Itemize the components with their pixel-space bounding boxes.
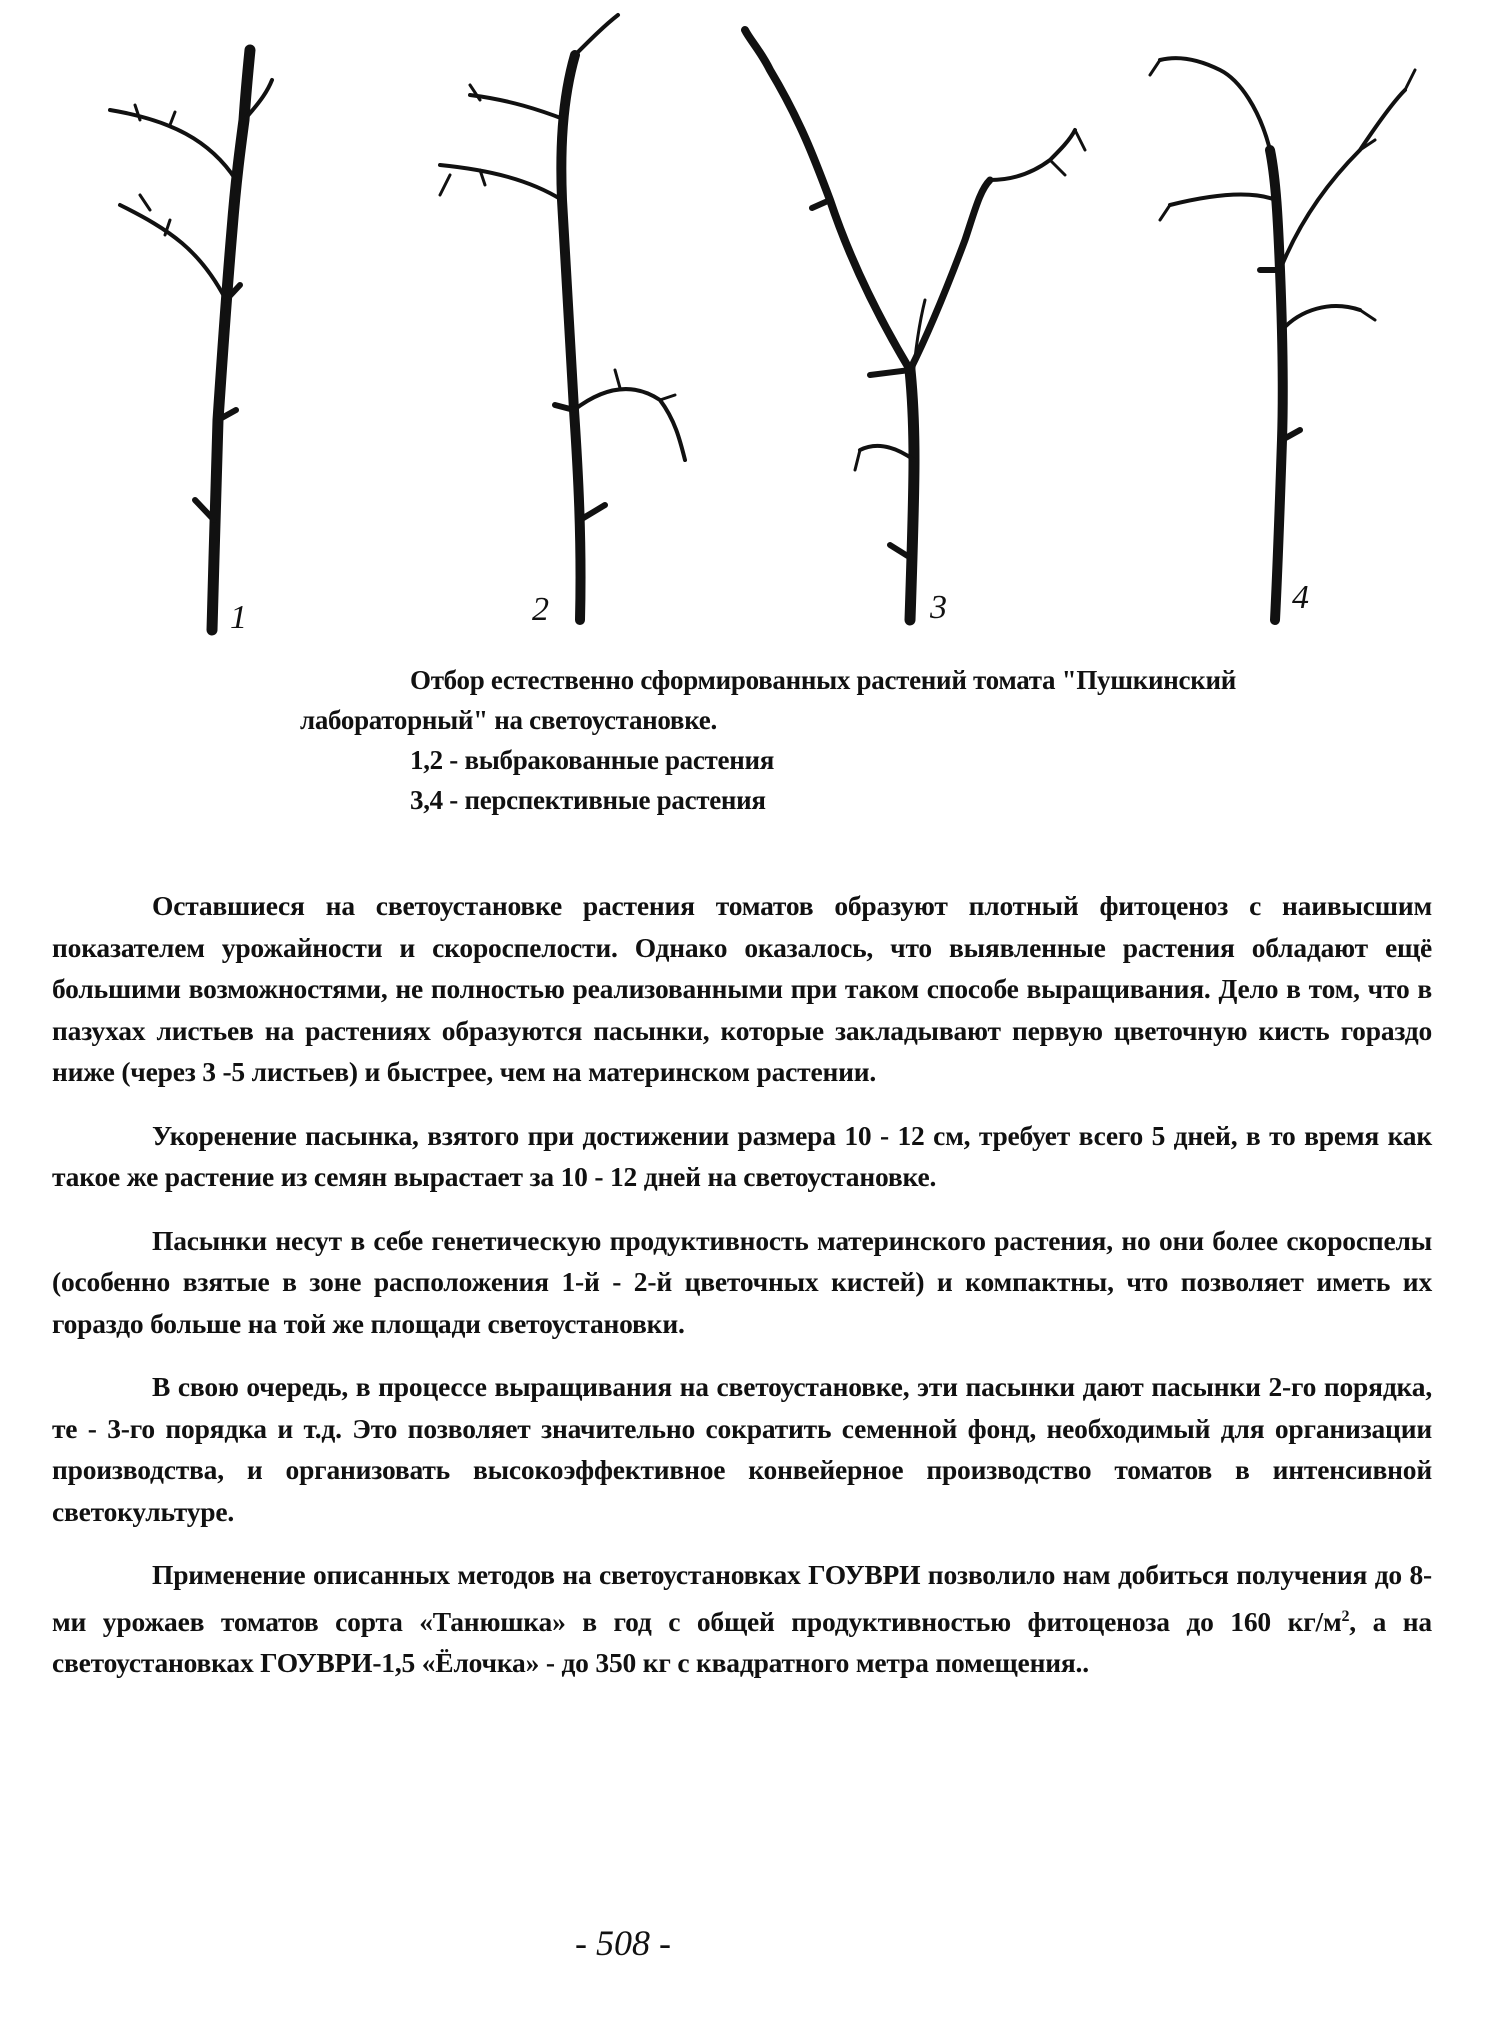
paragraph-4: В свою очередь, в процессе выращивания на светоустановке, эти пасынки дают пасынки 2-го порядка, те - 3-го порядка и т.д. Это позволяет значительно сократить семенной фонд, необходимый для организации производства, и организовать высокоэффективное конвейерное производство томатов в интенсивной светокультуре. (52, 1371, 1432, 1527)
paragraph-5-part-2: , а на светоустановках ГОУВРИ-1,5 «Ёлочка» - до 350 кг с квадратного метра помещения.. (52, 1605, 1432, 1679)
caption-title-line-1: Отбор естественно сформированных растений томата "Пушкинский (410, 665, 1236, 695)
plants-illustration (0, 0, 1491, 660)
plant-1-drawing (110, 50, 272, 630)
plants-figure (0, 0, 1491, 660)
paragraph-1: Оставшиеся на светоустановке растения томатов образуют плотный фитоценоз с наивысшим показателем урожайности и скороспелости. Однако оказалось, что выявленные растения обладают ещё большими возможностями, не полностью реализованными при таком способе выращивания. Дело в том, что в пазухах листьев на растениях образуются пасынки, которые закладывают первую цветочную кисть гораздо ниже (через 3 -5 листьев) и быстрее, чем на материнском растении. (52, 890, 1432, 1087)
plant-3-drawing (745, 30, 1085, 620)
paragraph-2: Укоренение пасынка, взятого при достижении размера 10 - 12 см, требует всего 5 дней, в то время как такое же растение из семян вырастает за 10 - 12 дней на светоустановке. (52, 1119, 1432, 1192)
plant-label-2: 2 (532, 591, 549, 628)
plant-label-1: 1 (230, 599, 247, 636)
caption-legend-1: 1,2 - выбракованные растения (410, 745, 775, 775)
paragraph-5 (52, 1554, 1432, 1684)
paragraph-3: Пасынки несут в себе генетическую продуктивность материнского растения, но они более скороспелы (особенно взятые в зоне расположения 1-й - 2-й цветочных кистей) и компактны, что позволяет иметь их гораздо больше на той же площади светоустановки. (52, 1224, 1432, 1339)
superscript-2: 2 (1341, 1607, 1350, 1625)
figure-caption (300, 660, 1430, 820)
caption-legend-2: 3,4 - перспективные растения (410, 785, 766, 815)
plant-label-4: 4 (1292, 579, 1309, 616)
body-text (52, 885, 1432, 1706)
paragraph-5-part-1: Применение описанных методов на светоустановках ГОУВРИ позволило нам добиться получения до 8-ми урожаев томатов сорта «Танюшка» в год с общей продуктивностью фитоценоза до 160 кг/м (52, 1559, 1432, 1637)
page-number: - 508 - (575, 1923, 671, 1963)
plant-2-drawing (440, 15, 685, 620)
plant-label-3: 3 (930, 589, 947, 626)
caption-title-line-2: лабораторный" на светоустановке. (300, 705, 717, 735)
plant-4-drawing (1150, 58, 1415, 620)
